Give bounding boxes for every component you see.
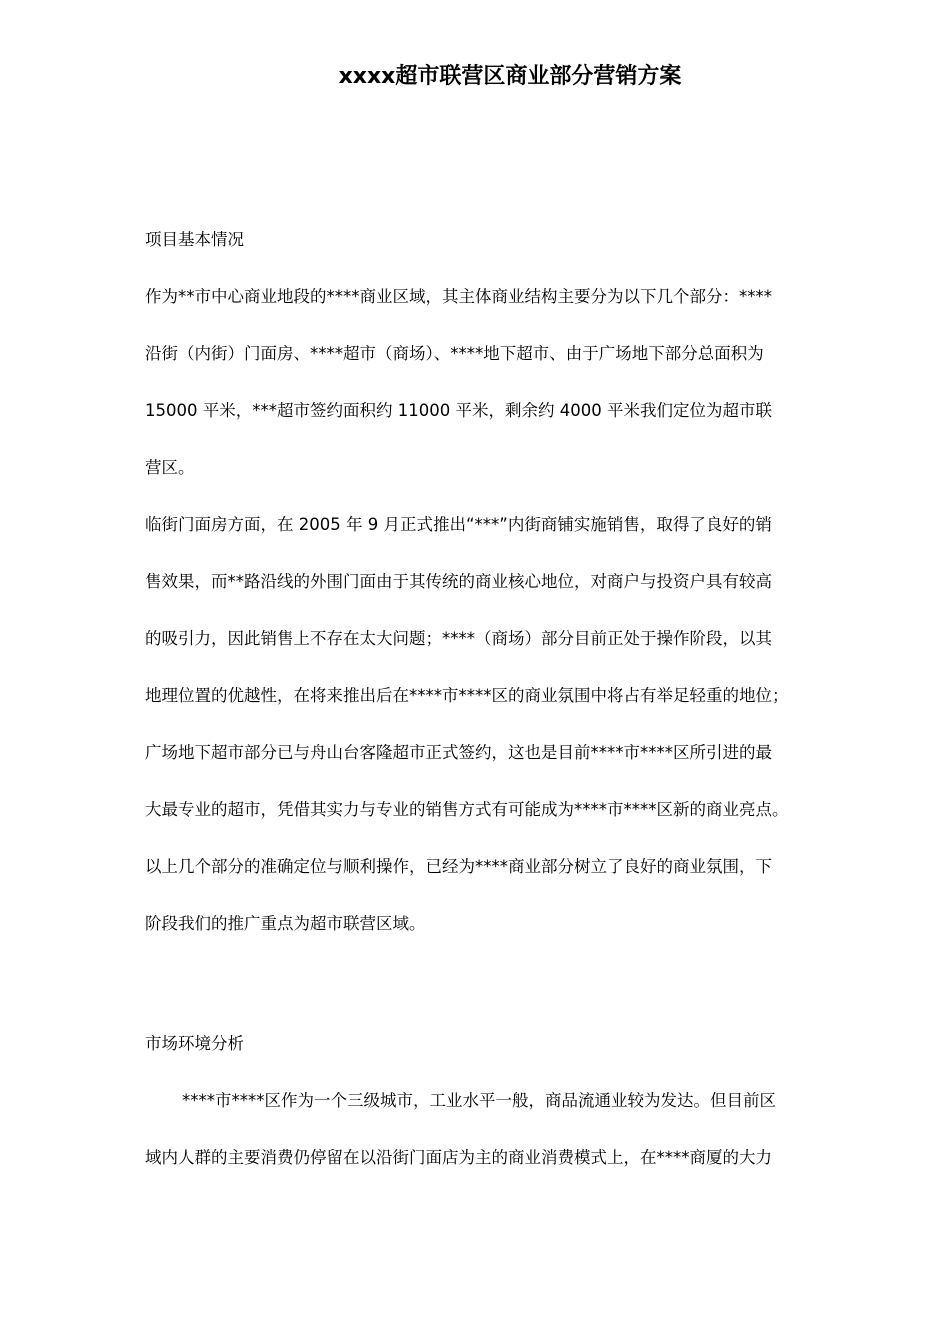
- paragraph-line: 作为**市中心商业地段的****商业区域，其主体商业结构主要分为以下几个部分：****: [145, 287, 772, 306]
- paragraph-line: 以上几个部分的准确定位与顺利操作，已经为****商业部分树立了良好的商业氛围，下: [145, 857, 772, 876]
- paragraph-line: 阶段我们的推广重点为超市联营区域。: [145, 914, 426, 933]
- paragraph-line: 15000 平米，***超市签约面积约 11000 平米，剩余约 4000 平米我们定位为超市联: [145, 401, 772, 420]
- paragraph-line: 域内人群的主要消费仍停留在以沿街门面店为主的商业消费模式上，在****商厦的大力: [145, 1148, 772, 1167]
- paragraph-line: ****市****区作为一个三级城市，工业水平一般，商品流通业较为发达。但目前区: [182, 1091, 776, 1110]
- paragraph-line: 大最专业的超市，凭借其实力与专业的销售方式有可能成为****市****区新的商业亮点。: [145, 800, 789, 819]
- document-title: xxxx超市联营区商业部分营销方案: [338, 64, 682, 89]
- paragraph-line: 广场地下超市部分已与舟山台客隆超市正式签约，这也是目前****市****区所引进的最: [145, 743, 772, 762]
- paragraph-line: 售效果，而**路沿线的外围门面由于其传统的商业核心地位，对商户与投资户具有较高: [145, 572, 772, 591]
- section-heading-project-overview: 项目基本情况: [145, 230, 244, 249]
- paragraph-line: 营区。: [145, 458, 195, 477]
- paragraph-line: 的吸引力，因此销售上不存在太大问题；****（商场）部分目前正处于操作阶段，以其: [145, 629, 772, 648]
- paragraph-line: 地理位置的优越性，在将来推出后在****市****区的商业氛围中将占有举足轻重的地位；: [145, 686, 789, 705]
- section-heading-market-analysis: 市场环境分析: [145, 1034, 244, 1053]
- paragraph-line: 临街门面房方面，在 2005 年 9 月正式推出“***”内街商铺实施销售，取得了良好的销: [145, 515, 772, 534]
- paragraph-line: 沿街（内街）门面房、****超市（商场）、****地下超市、由于广场地下部分总面积为: [145, 344, 764, 363]
